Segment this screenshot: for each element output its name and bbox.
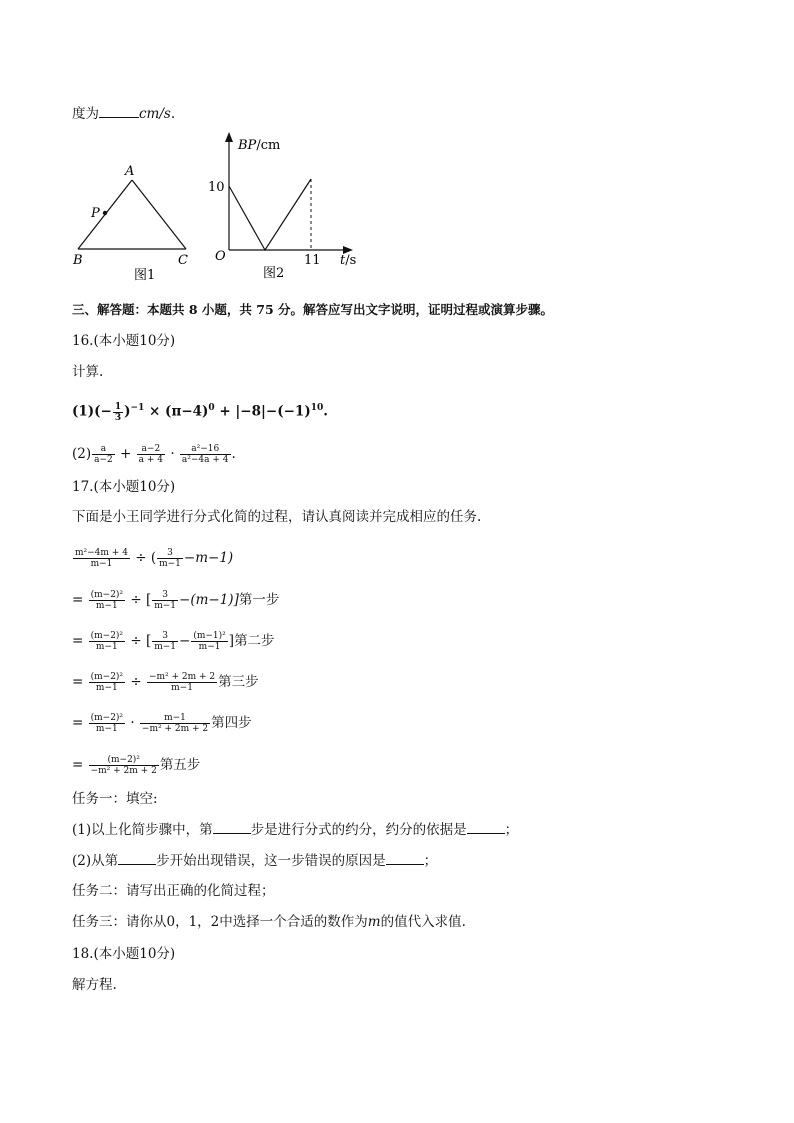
answer-line: 度为 cm/s. — [72, 106, 176, 122]
x-axis-label: t/s — [340, 253, 357, 268]
q18-heading: 18.(本小题10分) — [72, 946, 176, 962]
q17-line-0: $\frac{\text{m²−4m + 4}}{m-1}$ ÷ ( $\frac{3}{m-1}$ −m−1) — [75, 548, 234, 569]
q16-part1: (1)(− $\frac{1}{3}$ )$^{-1} \times (\pi-4)^0 + |-8|-(-1)^{10}$. — [72, 401, 328, 423]
origin-label: O — [215, 249, 226, 264]
task-1-item-1: (1)以上化简步骤中，第 步是进行分式的约分，约分的依据是 ； — [72, 822, 519, 838]
q16-part2: (2) $\frac{a}{a-2}$ + $\frac{a-2}{a + 4}$ · $\frac{\text{a²−16}}{\text{a²−4a + 4}}$ . — [72, 444, 236, 465]
answer-blank — [99, 105, 139, 118]
figure-2-graph — [205, 130, 365, 280]
answer-blank — [386, 852, 424, 865]
q16-intro: 计算. — [72, 364, 104, 380]
figure-2-caption: 图2 — [263, 266, 285, 280]
answer-blank — [118, 852, 156, 865]
q17-intro: 下面是小王同学进行分式化简的过程，请认真阅读并完成相应的任务. — [72, 509, 482, 525]
q17-line-3: = $\frac{\text{(m−2)²}}{m-1}$ ÷ $\frac{\text{−m² + 2m + 2}}{m-1}$ 第三步 — [72, 672, 259, 693]
figure-1-caption: 图1 — [134, 268, 156, 283]
figure-1-triangle — [68, 158, 198, 286]
label-c: C — [178, 253, 188, 268]
q17-line-1: = $\frac{\text{(m−2)²}}{m-1}$ ÷ [ $\frac{3}{m-1}$ −(m−1)]第一步 — [72, 590, 280, 611]
x-tick-11: 11 — [304, 253, 321, 268]
section-3-heading: 三、解答题：本题共 8 小题，共 75 分。解答应写出文字说明，证明过程或演算步骤。 — [72, 302, 554, 317]
task-1-item-2: (2)从第 步开始出现错误，这一步错误的原因是 ； — [72, 853, 438, 869]
answer-blank — [467, 821, 505, 834]
label-p: P — [91, 206, 100, 221]
label-a: A — [125, 164, 135, 179]
task-2: 任务二：请写出正确的化简过程； — [72, 883, 275, 899]
y-tick-10: 10 — [208, 180, 225, 195]
q17-heading: 17.(本小题10分) — [72, 479, 176, 495]
task-1-heading: 任务一：填空: — [72, 791, 158, 807]
answer-blank — [213, 821, 251, 834]
q17-line-5: = $\frac{\text{(m−2)²}}{\text{−m² + 2m + 2}}$ 第五步 — [72, 755, 201, 776]
q16-heading: 16.(本小题10分) — [72, 333, 176, 349]
q17-line-2: = $\frac{\text{(m−2)²}}{m-1}$ ÷ [ $\frac{3}{m-1}$ − $\frac{\text{(m−1)²}}{m-1}$ ]第二步 — [72, 631, 275, 652]
q17-line-4: = $\frac{\text{(m−2)²}}{m-1}$ · $\frac{m-1}{\text{−m² + 2m + 2}}$ 第四步 — [72, 713, 252, 734]
y-axis-label: BP/cm — [238, 138, 281, 153]
task-3: 任务三：请你从0，1，2中选择一个合适的数作为m的值代入求值. — [72, 914, 466, 930]
q18-intro: 解方程. — [72, 977, 117, 993]
point-p — [103, 211, 107, 215]
label-b: B — [73, 253, 83, 268]
